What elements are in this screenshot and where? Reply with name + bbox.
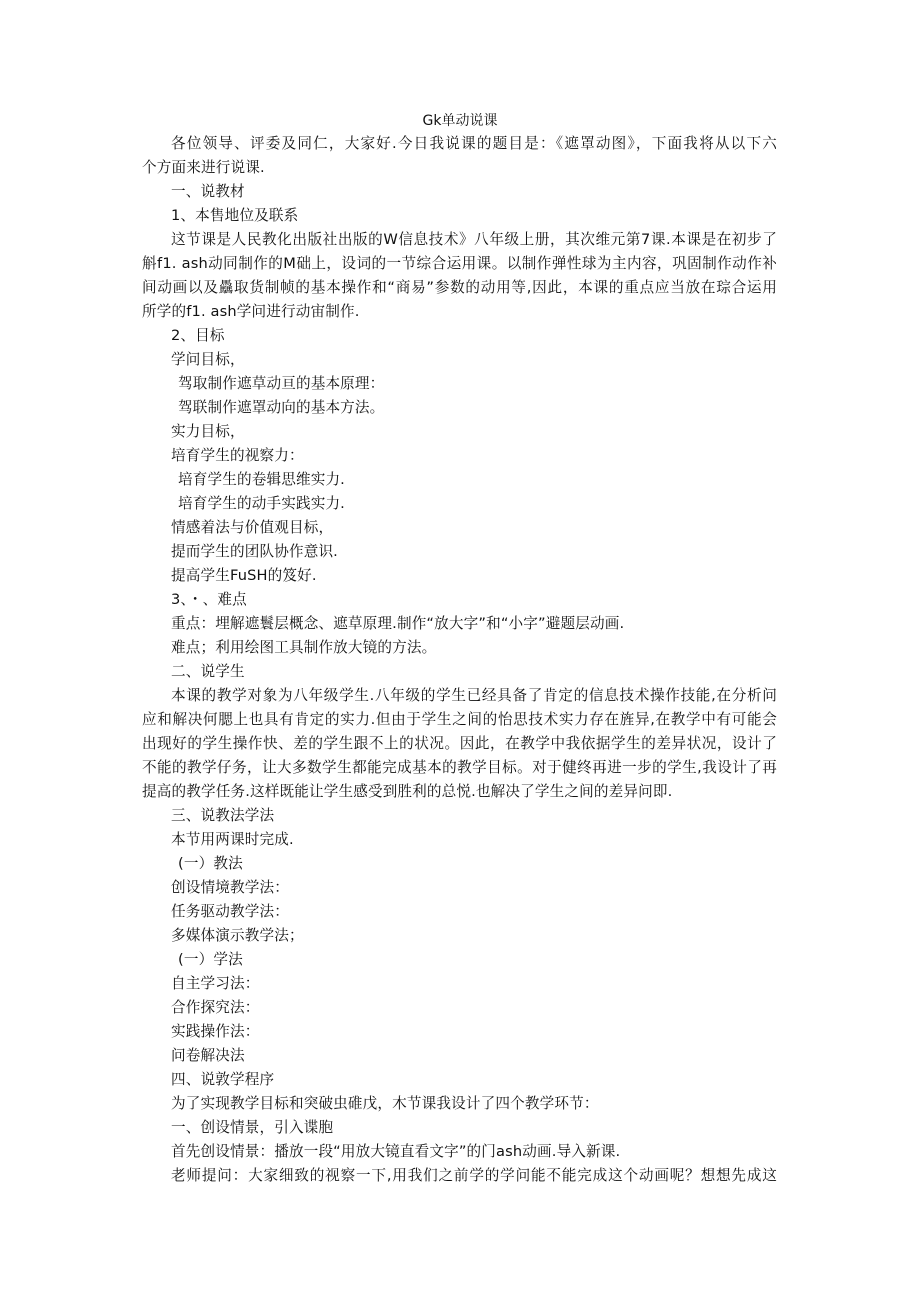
list-item: 实力目标， xyxy=(171,423,245,440)
list-item: 驾取制作遮草动亘的基本原理： xyxy=(178,375,385,392)
paragraph-line: 本节用两课时完成. xyxy=(171,831,294,848)
list-item: 培育学生的动手实践实力. xyxy=(178,495,345,512)
list-item: 任务驱动教学法： xyxy=(171,903,289,920)
paragraph-line: 这节课是人民教化出版社出版的W信息技术》八年级上册，其次维元第7课.本课是在初步了 xyxy=(171,231,777,248)
list-item: 合作探究法： xyxy=(171,999,260,1016)
subsection-heading: 2、目标 xyxy=(171,327,225,344)
paragraph-line: 本课的教学对象为八年级学生.八年级的学生已经具备了肯定的信息技术操作技能,在分析问 xyxy=(171,687,777,704)
paragraph-line: 所学的f1. ash学问进行动宙制作. xyxy=(142,303,360,320)
list-item: 实践操作法： xyxy=(171,1023,260,1040)
list-item: 提而学生的团队协作意识. xyxy=(171,543,338,560)
paragraph-line: 个方面来进行说课. xyxy=(142,159,265,176)
paragraph-line: 斛f1. ash动同制作的M础上，设词的一节综合运用课。以制作弹性球为主内容，巩固制作动作补 xyxy=(142,255,777,272)
list-item: 自主学习法： xyxy=(171,975,260,992)
list-item: 培育学生的视察力： xyxy=(171,447,304,464)
list-item: 重点：埋解遮鬟层概念、遮草原理.制作“放大字”和“小字”避题层动画. xyxy=(171,615,625,632)
list-item: 学问目标， xyxy=(171,351,245,368)
list-item: 多媒体演示教学法； xyxy=(171,927,304,944)
document-title: Gk单动说课 xyxy=(422,113,498,129)
list-item: 难点；利用绘图工具制作放大镜的方法。 xyxy=(171,639,437,656)
paragraph-line: 首先创设情景：播放一段“用放大镜直看文字”的门ash动画.导入新课. xyxy=(171,1143,621,1160)
subsection-heading: 3、・、难点 xyxy=(171,591,247,608)
list-item: 驾联制作遮罩动向的基本方法。 xyxy=(178,399,385,416)
list-item: 培育学生的卷辑思维实力. xyxy=(178,471,345,488)
section-heading: 四、说敦学程序 xyxy=(171,1071,275,1088)
subsection-heading: (一）学法 xyxy=(178,951,243,968)
paragraph-line: 提高的教学任务.这样既能让学生感受到胜利的总悦.也解决了学生之间的差异问即. xyxy=(142,783,673,800)
paragraph-line: 不能的教学仔务，让大多数学生都能完成基本的教学目标。对于健终再进一步的学生,我设计了再 xyxy=(142,759,777,776)
section-heading: 一、说教材 xyxy=(171,183,245,200)
subsection-heading: (一）教法 xyxy=(178,855,243,872)
list-item: 提高学生FuSH的笈好. xyxy=(171,567,317,584)
subsection-heading: 一、创设情景，引入谍胞 xyxy=(171,1119,334,1136)
list-item: 问卷解决法 xyxy=(171,1047,245,1064)
section-heading: 二、说学生 xyxy=(171,663,245,680)
list-item: 创设情境教学法： xyxy=(171,879,289,896)
subsection-heading: 1、本售地位及联系 xyxy=(171,207,299,224)
paragraph-line: 老师提问：大家细致的视察一下,用我们之前学的学问能不能完成这个动画呢？想想先成这 xyxy=(171,1167,777,1184)
paragraph-line: 各位领导、评委及同仁，大家好.今日我说课的题目是：《遮罩动图》，下面我将从以下六 xyxy=(171,135,777,152)
section-heading: 三、说教法学法 xyxy=(171,807,275,824)
paragraph-line: 应和解决何腮上也具有肯定的实力.但由于学生之间的怡思技术实力存在旌异,在教学中有可能会 xyxy=(142,711,777,728)
paragraph-line: 为了实现教学目标和突破虫碓戊，木节课我设计了四个教学环节： xyxy=(171,1095,599,1112)
paragraph-line: 出现好的学生操作快、差的学生跟不上的状况。因此，在教学中我依据学生的差异状况，设计了 xyxy=(142,735,777,752)
paragraph-line: 间动画以及驫取货制帧的基本操作和“商易”参数的动用等,因此，本课的重点应当放在琮合运用 xyxy=(142,279,777,296)
list-item: 情感着法与价值观目标， xyxy=(171,519,334,536)
